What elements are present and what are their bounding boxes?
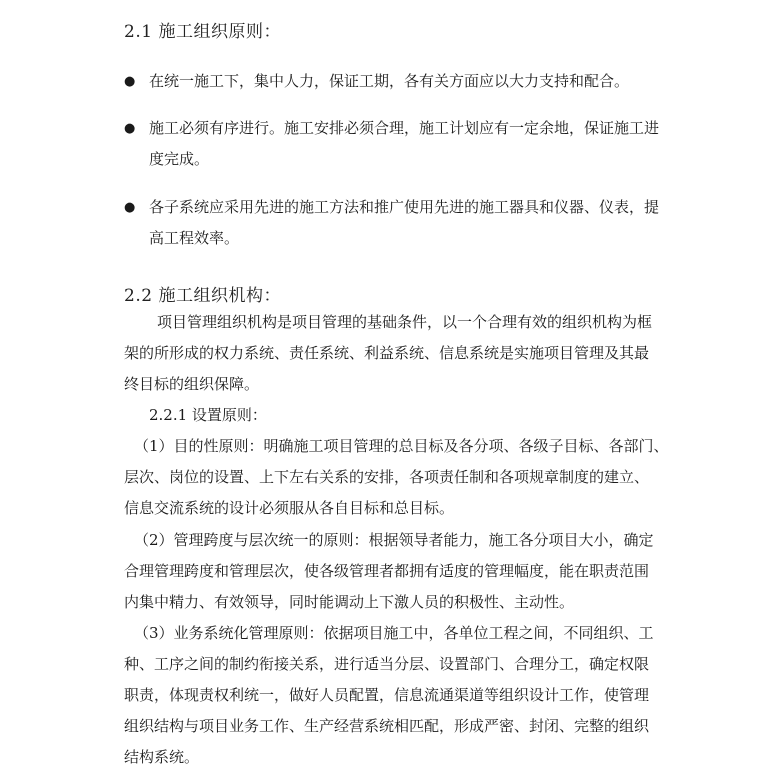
principle-2-line-1: （2）管理跨度与层次统一的原则：根据领导者能力，施工各分项目大小，确定 — [134, 531, 654, 549]
bullet-2-line-2: 度完成。 — [149, 150, 210, 168]
principle-3-line-3: 职责，体现责权利统一，做好人员配置，信息流通渠道等组织设计工作，使管理 — [124, 686, 650, 704]
principle-1-line-2: 层次、岗位的设置、上下左右关系的安排，各项责任制和各项规章制度的建立、 — [124, 468, 650, 486]
bullet-text-1 — [149, 66, 724, 97]
principle-3-line-5: 结构系统。 — [124, 748, 200, 766]
principle-3-line-1: （3）业务系统化管理原则：依据项目施工中，各单位工程之间，不同组织、工 — [134, 624, 654, 642]
bullet-3-line-1: 各子系统应采用先进的施工方法和推广使用先进的施工器具和仪器、仪表，提 — [149, 198, 660, 216]
sub-heading-2-2-1: 2.2.1 设置原则： — [149, 406, 267, 424]
section-2-2-heading: 2.2 施工组织机构： — [124, 286, 281, 306]
bullet-3-line-2: 高工程效率。 — [149, 229, 240, 247]
bullet-item-1 — [124, 66, 724, 97]
principle-1-line-1: （1）目的性原则：明确施工项目管理的总目标及各分项、各级子目标、各部门、 — [134, 437, 669, 455]
intro-line-3: 终目标的组织保障。 — [124, 375, 260, 393]
bullet-item-2 — [124, 113, 724, 175]
principle-2-line-3: 内集中精力、有效领导，同时能调动上下激人员的积极性、主动性。 — [124, 593, 575, 611]
principle-3-line-4: 组织结构与项目业务工作、生产经营系统相匹配，形成严密、封闭、完整的组织 — [124, 717, 650, 735]
bullet-1-line-1: 在统一施工下，集中人力，保证工期，各有关方面应以大力支持和配合。 — [149, 72, 630, 90]
bullet-dot-icon: ● — [124, 121, 136, 136]
bullet-text-3 — [149, 192, 724, 254]
intro-line-2: 架的所形成的权力系统、责任系统、利益系统、信息系统是实施项目管理及其最 — [124, 344, 650, 362]
bullet-item-3 — [124, 192, 724, 254]
bullet-dot-icon: ● — [124, 200, 136, 215]
principle-1-line-3: 信息交流系统的设计必须服从各自目标和总目标。 — [124, 499, 455, 517]
bullet-text-2 — [149, 113, 724, 175]
bullet-dot-icon: ● — [124, 74, 136, 89]
bullet-2-line-1: 施工必须有序进行。施工安排必须合理，施工计划应有一定余地，保证施工进 — [149, 119, 660, 137]
principle-3-line-2: 种、工序之间的制约衔接关系，进行适当分层、设置部门、合理分工，确定权限 — [124, 655, 650, 673]
principle-2-line-2: 合理管理跨度和管理层次，使各级管理者都拥有适度的管理幅度，能在职责范围 — [124, 562, 650, 580]
section-2-1-heading: 2.1 施工组织原则： — [124, 22, 281, 42]
intro-line-1: 项目管理组织机构是项目管理的基础条件，以一个合理有效的组织机构为框 — [157, 313, 653, 331]
